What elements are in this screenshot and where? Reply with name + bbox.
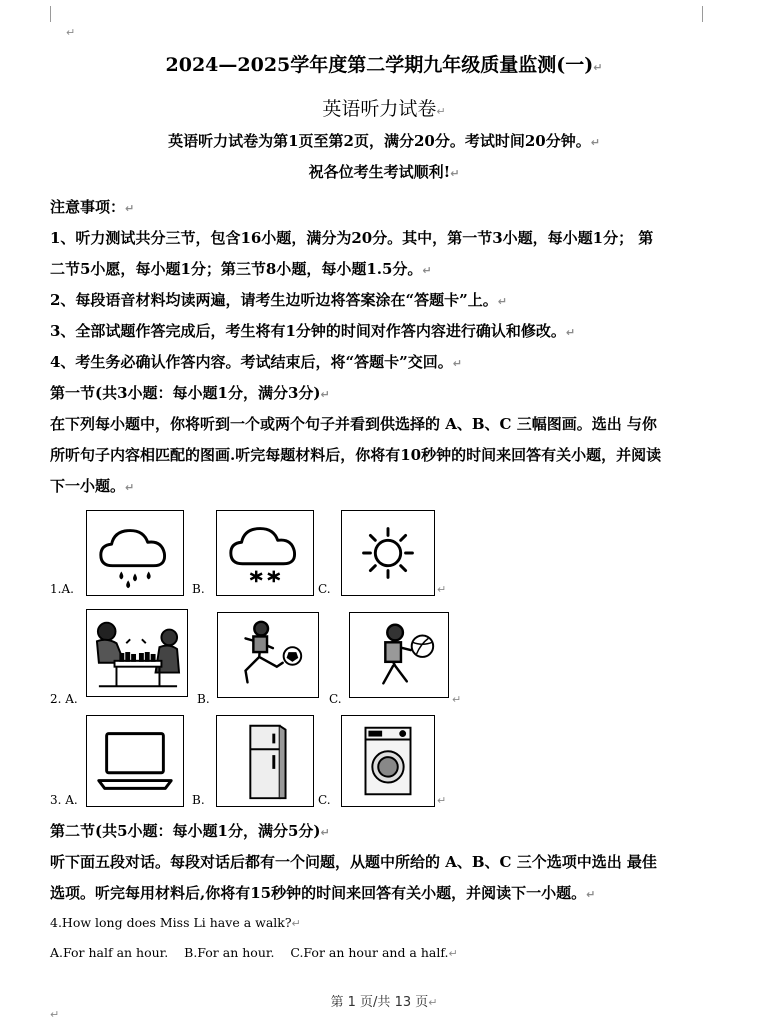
sun-icon xyxy=(341,510,435,596)
question-4-options: A.For half an hour. B.For an hour. C.For an hour and a half.↵ xyxy=(50,945,458,960)
q1-label: 1.A. xyxy=(50,582,74,596)
volleyball-player-icon xyxy=(349,612,449,698)
question-4-text: 4.How long does Miss Li have a walk?↵ xyxy=(50,915,301,930)
rain-cloud-icon xyxy=(86,510,184,596)
section1-instruction: 下一小题。↵ xyxy=(50,477,135,495)
notes-heading: 注意事项：↵ xyxy=(50,198,135,216)
section1-instruction: 所听句子内容相匹配的图画.听完每题材料后，你将有10秒钟的时间来回答有关小题，并阅读 xyxy=(50,446,662,464)
laptop-icon xyxy=(86,715,184,807)
q2-option-c-label: C. xyxy=(329,692,342,706)
snow-cloud-icon xyxy=(216,510,314,596)
paragraph-mark: ↵ xyxy=(50,1008,60,1021)
section1-instruction: 在下列每小题中，你将听到一个或两个句子并看到供选择的 A、B、C 三幅图画。选出 与你 xyxy=(50,415,657,433)
page-title: 2024—2025学年度第二学期九年级质量监测(一)↵ xyxy=(165,54,603,76)
washing-machine-icon xyxy=(341,715,435,807)
note-line: 3、全部试题作答完成后，考生将有1分钟的时间对作答内容进行确认和修改。↵ xyxy=(50,322,576,340)
chess-players-icon xyxy=(86,609,188,697)
q1-option-c-label: C. xyxy=(318,582,331,596)
q2-label: 2. A. xyxy=(50,692,78,706)
note-line: 二节5小愿，每小题1分；第三节8小题，每小题1.5分。↵ xyxy=(50,260,432,278)
section2-heading: 第二节(共5小题：每小题1分，满分5分)↵ xyxy=(50,822,330,840)
q1-option-b-label: B. xyxy=(192,582,205,596)
paragraph-mark: ↵ xyxy=(66,26,76,39)
note-line: 1、听力测试共分三节，包含16小题，满分为20分。其中，第一节3小题，每小题1分； 第 xyxy=(50,229,654,247)
exam-wish: 祝各位考生考试顺利!↵ xyxy=(308,163,460,181)
q3-option-c-label: C. xyxy=(318,793,331,807)
exam-info: 英语听力试卷为第1页至第2页，满分20分。考试时间20分钟。↵ xyxy=(168,132,600,150)
page-subtitle: 英语听力试卷↵ xyxy=(322,98,446,120)
q3-option-b-label: B. xyxy=(192,793,205,807)
paragraph-mark: ↵ xyxy=(452,693,462,706)
crop-mark-left xyxy=(50,6,51,22)
q2-option-b-label: B. xyxy=(197,692,210,706)
note-line: 2、每段语音材料均读两遍，请考生边听边将答案涂在“答题卡”上。↵ xyxy=(50,291,507,309)
refrigerator-icon xyxy=(216,715,314,807)
soccer-player-icon xyxy=(217,612,319,698)
page-footer: 第 1 页/共 13 页↵ xyxy=(330,995,438,1010)
paragraph-mark: ↵ xyxy=(437,794,447,807)
q3-label: 3. A. xyxy=(50,793,78,807)
note-line: 4、考生务必确认作答内容。考试结束后，将“答题卡”交回。↵ xyxy=(50,353,462,371)
section2-instruction: 听下面五段对话。每段对话后都有一个问题，从题中所给的 A、B、C 三个选项中选出 最佳 xyxy=(50,853,657,871)
crop-mark-right xyxy=(702,6,703,22)
paragraph-mark: ↵ xyxy=(437,583,447,596)
section2-instruction: 选项。听完每用材料后,你将有15秒钟的时间来回答有关小题，并阅读下一小题。↵ xyxy=(50,884,596,902)
section1-heading: 第一节(共3小题：每小题1分，满分3分)↵ xyxy=(50,384,330,402)
